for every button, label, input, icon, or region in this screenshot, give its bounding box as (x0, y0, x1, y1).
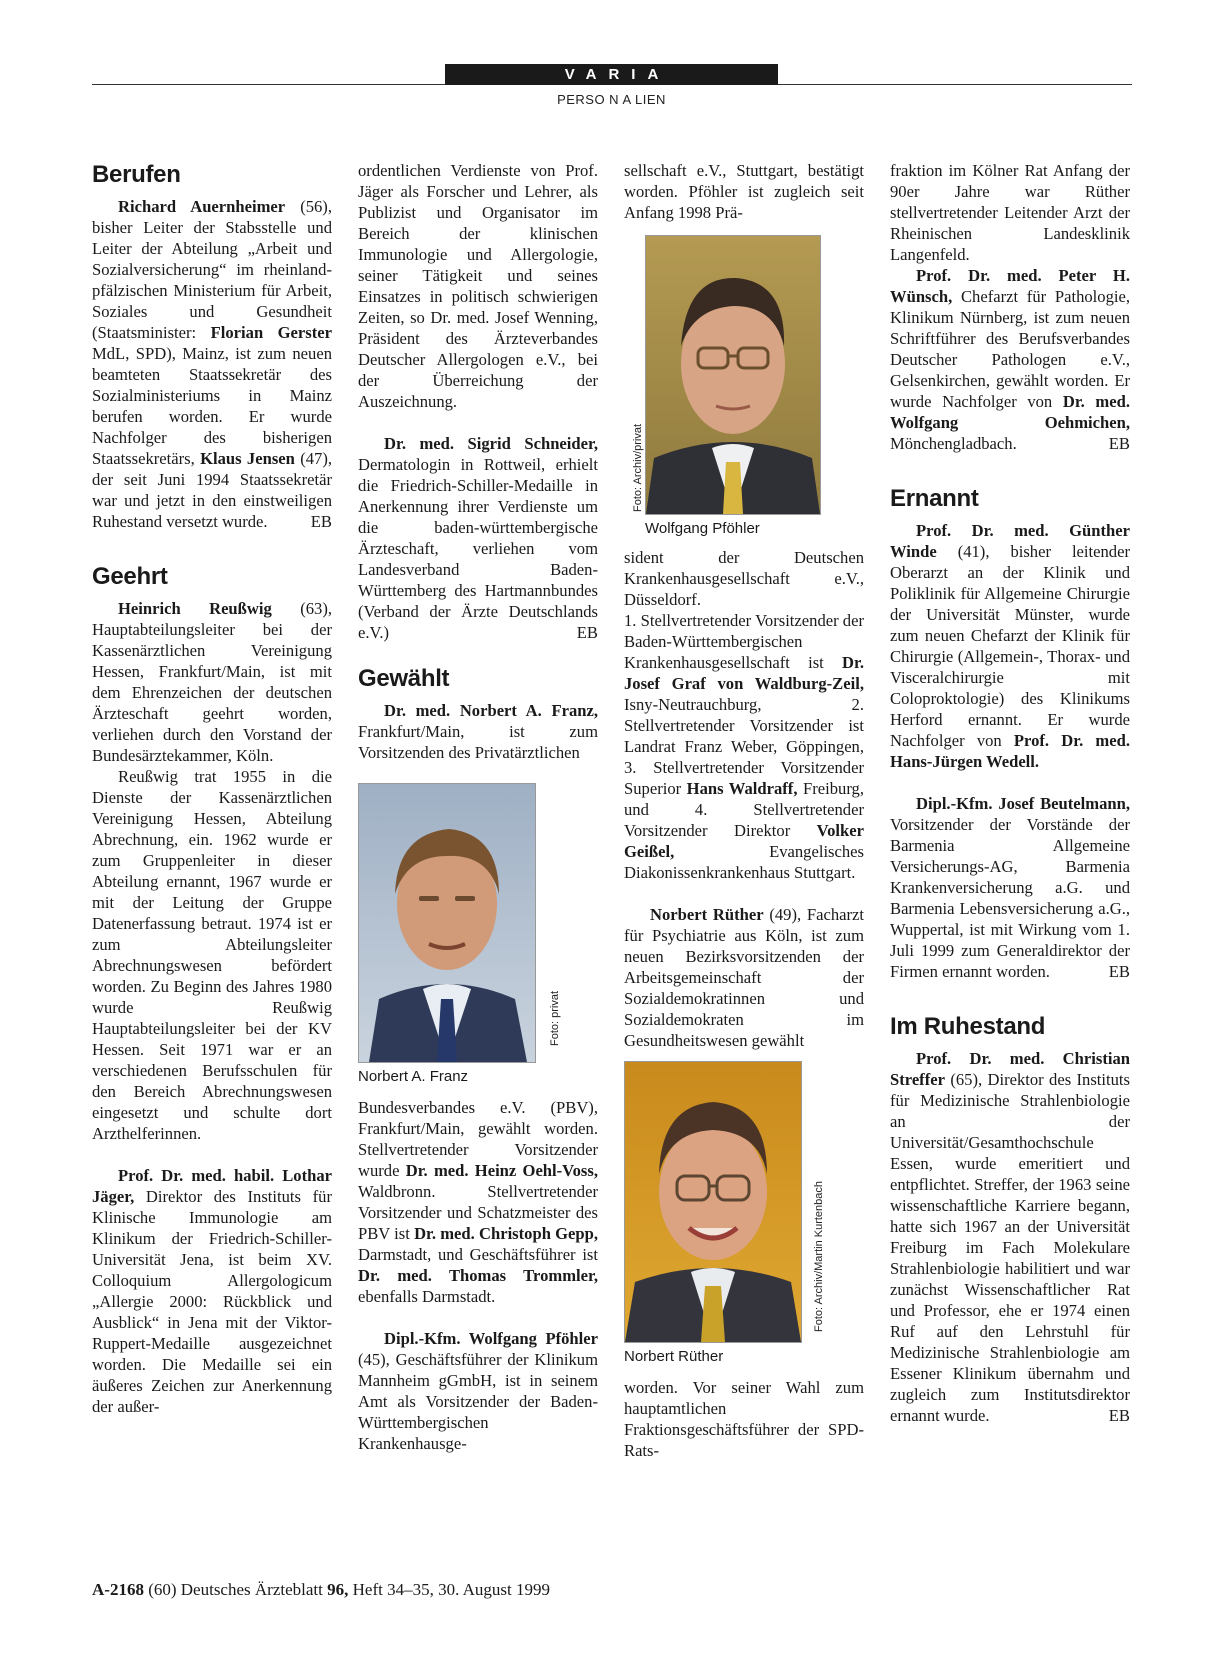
article-streffer: Prof. Dr. med. Christian Streffer (65), Direktor des Instituts für Medizinische Strahlenbiologie an der Universität/Gesamthochschule Essen, wurde emeritiert und entpflichtet. Streffer, der 1963 seine wissenschaftliche Karriere begann, hatte sich 1967 an der Universität Freiburg im Fach Molekulare Strahlenbiologie habilitiert und war zunächst Wissenschaftlicher Rat und Professor, ehe er 1974 einen Ruf auf den Lehrstuhl für Medizinische Strahlenbiologie am Essener Klinikum übernahm und zugleich zum Institutsdirektor ernannt wurde. EB (890, 1049, 1130, 1425)
article-beutelmann: Dipl.-Kfm. Josef Beutelmann, Vorsitzender der Vorstände der Barmenia Allgemeine Versicherungs-AG, Barmenia Krankenversicherung a.G. und Barmenia Lebensversicherung a.G., Wuppertal, ist mit Wirkung vom 1. Juli 1999 zum Generaldirektor der Firmen ernannt worden. EB (890, 794, 1130, 981)
article-ruether-cont: worden. Vor seiner Wahl zum hauptamtlichen Fraktionsgeschäftsführer der SPD-Rats- (624, 1378, 864, 1460)
column-2 (358, 160, 598, 1454)
article-winde: Prof. Dr. med. Günther Winde (41), bisher leitender Oberarzt an der Klinik und Poliklinik für Allgemeine Chirurgie der Universität Münster, wurde zum neuen Chefarzt der Klinik für Chirurgie (Allgemein-, Thorax- und Visceralchirurgie mit Coloproktologie) des Klinikums Herford ernannt. Er wurde Nachfolger von Prof. Dr. med. Hans-Jürgen Wedell. (890, 521, 1130, 771)
article-reusswig: Heinrich Reußwig (63), Hauptabteilungsleiter bei der Kassenärztlichen Vereinigung Hessen, Frankfurt/Main, ist mit dem Ehrenzeichen der deutschen Ärzteschaft geehrt worden, verliehen durch den Vorstand der Bundesärztekammer, Köln. (92, 599, 332, 765)
column-3 (624, 160, 864, 1461)
article-ruether-cont2: fraktion im Kölner Rat Anfang der 90er Jahre war Rüther stellvertretender Leitender Arzt der Rheinischen Landesklinik Langenfeld. (890, 161, 1130, 264)
article-wuensch: Prof. Dr. med. Peter H. Wünsch, Chefarzt für Pathologie, Klinikum Nürnberg, ist zum neuen Schriftführer des Berufsverbandes Deutscher Pathologen e.V., Gelsenkirchen, gewählt worden. Er wurde Nachfolger von Dr. med. Wolfgang Oehmichen, Mönchengladbach. EB (890, 266, 1130, 453)
article-jaeger: Prof. Dr. med. habil. Lothar Jäger, Direktor des Instituts für Klinische Immunologie am Klinikum der Friedrich-Schiller-Universität Jena, ist beim XV. Colloquium Allergologicum „Allergie 2000: Rückblick und Ausblick“ in Jena mit der Viktor-Ruppert-Medaille ausgezeichnet worden. Die Medaille sei ein äußeres Zeichen zur Anerkennung der außer- (92, 1166, 332, 1416)
column-1 (92, 160, 332, 1417)
photo-franz (358, 783, 561, 1063)
heading-ruhestand: Im Ruhestand (890, 1013, 1046, 1040)
portrait-ruether (625, 1062, 801, 1342)
author-signature: EB (1108, 1406, 1130, 1425)
photo-credit: Foto: privat (549, 990, 561, 1046)
photo-pfoehler (632, 235, 821, 515)
author-signature: EB (1108, 434, 1130, 453)
photo-ruether (624, 1061, 825, 1343)
photo-credit: Foto: Archiv/Martin Kurtenbach (813, 1180, 825, 1332)
article-ruether: Norbert Rüther (49), Facharzt für Psychiatrie aus Köln, ist zum neuen Bezirksvorsitzenden der Arbeitsgemeinschaft der Sozialdemokratinnen und Sozialdemokraten im Gesundheitswesen gewählt (624, 905, 864, 1050)
article-pfoehler-cont2: sident der Deutschen Krankenhausgesellschaft e.V., Düsseldorf. (624, 548, 864, 609)
photo-caption: Norbert A. Franz (358, 1068, 469, 1085)
author-signature: EB (1108, 962, 1130, 981)
author-signature: EB (310, 512, 332, 531)
article-pfoehler-deputies: 1. Stellvertretender Vorsitzender der Baden-Württembergischen Krankenhausgesellschaft ist Dr. Josef Graf von Waldburg-Zeil, Isny-Neutrauchburg, 2. Stellvertretender Vorsitzender ist Landrat Franz Weber, Göppingen, 3. Stellvertretender Vorsitzender Superior Hans Waldraff, Freiburg, und 4. Stellvertretender Vorsitzender Direktor Volker Geißel, Evangelisches Diakonissenkrankenhaus Stuttgart. (624, 611, 864, 882)
article-schneider: Dr. med. Sigrid Schneider, Dermatologin in Rottweil, erhielt die Friedrich-Schiller-Medaille in Anerkennung ihrer Verdienste um die baden-württembergische Ärzteschaft, verliehen vom Landesverband Baden-Württemberg des Hartmannbundes (Verband der Ärzte Deutschlands e.V.) EB (358, 434, 598, 642)
heading-gewaehlt: Gewählt (358, 665, 450, 692)
page-footer: A-2168 (60) Deutsches Ärzteblatt 96, Heft 34–35, 30. August 1999 (92, 1580, 551, 1599)
volume-number: 96, (327, 1580, 349, 1599)
article-pfoehler-cont: sellschaft e.V., Stuttgart, bestätigt worden. Pföhler ist zugleich seit Anfang 1998 Prä- (624, 161, 864, 222)
column-4 (890, 160, 1130, 1426)
subsection-title: PERSO N A LIEN (557, 92, 666, 107)
heading-ernannt: Ernannt (890, 485, 979, 512)
portrait-pfoehler (646, 236, 820, 514)
article-auernheimer: Richard Auernheimer (56), bisher Leiter der Stabsstelle und Leiter der Abteilung „Arbeit und Sozialversicherung“ im rheinland-pfälzischen Ministerium für Arbeit, Soziales und Gesundheit (Staatsminister: Florian Gerster MdL, SPD), Mainz, ist zum neuen beamteten Staatssekretär des Sozialministeriums in Mainz berufen worden. Er wurde Nachfolger des bisherigen Staatssekretärs, Klaus Jensen (47), der seit Juni 1994 Staatssekretär war und jetzt in den einstweiligen Ruhestand versetzt wurde. EB (92, 197, 333, 531)
heading-berufen: Berufen (92, 161, 181, 188)
photo-caption: Norbert Rüther (624, 1348, 724, 1365)
article-jaeger-cont: ordentlichen Verdienste von Prof. Jäger als Forscher und Lehrer, als Publizist und Organisator im Bereich der klinischen Immunologie und Allergologie, seiner Tätigkeit und seines Einsatzes in politisch schwierigen Zeiten, so Dr. med. Josef Wenning, Präsident des Ärzteverbandes Deutscher Allergologen e.V., bei der Überreichung der Auszeichnung. (358, 161, 598, 411)
section-banner: VARIA (445, 64, 778, 85)
article-pfoehler: Dipl.-Kfm. Wolfgang Pföhler (45), Geschäftsführer der Klinikum Mannheim gGmbH, ist in seinem Amt als Vorsitzender der Baden-Württembergischen Krankenhausge- (358, 1329, 598, 1453)
article-franz-cont: Bundesverbandes e.V. (PBV), Frankfurt/Main, gewählt worden. Stellvertretender Vorsitzender wurde Dr. med. Heinz Oehl-Voss, Waldbronn. Stellvertretender Vorsitzender und Schatzmeister des PBV ist Dr. med. Christoph Gepp, Darmstadt, und Geschäftsführer ist Dr. med. Thomas Trommler, ebenfalls Darmstadt. (358, 1098, 598, 1306)
photo-credit: Foto: Archiv/privat (632, 423, 644, 512)
portrait-franz (359, 784, 535, 1062)
photo-caption: Wolfgang Pföhler (645, 520, 760, 537)
article-franz: Dr. med. Norbert A. Franz, Frankfurt/Main, ist zum Vorsitzenden des Privatärztlichen (358, 701, 598, 762)
heading-geehrt: Geehrt (92, 563, 168, 590)
page-number: A-2168 (92, 1580, 144, 1599)
author-signature: EB (576, 623, 598, 642)
article-reusswig-p2: Reußwig trat 1955 in die Dienste der Kassenärztlichen Vereinigung Hessen, Abteilung Abrechnung, ein. 1962 wurde er zum Gruppenleiter in dieser Abteilung ernannt, 1967 wurde er mit der Leitung der Gruppe Datenerfassung betraut. 1974 ist er zum Abteilungsleiter Abrechnungswesen befördert worden. Zu Beginn des Jahres 1980 wurde Reußwig Hauptabteilungsleiter bei der KV Hessen. Seit 1971 war er an verschiedenen Berufsschulen für den Bereich Abrechnungswesen eingesetzt und schulte dort Arzthelferinnen. (92, 767, 332, 1143)
